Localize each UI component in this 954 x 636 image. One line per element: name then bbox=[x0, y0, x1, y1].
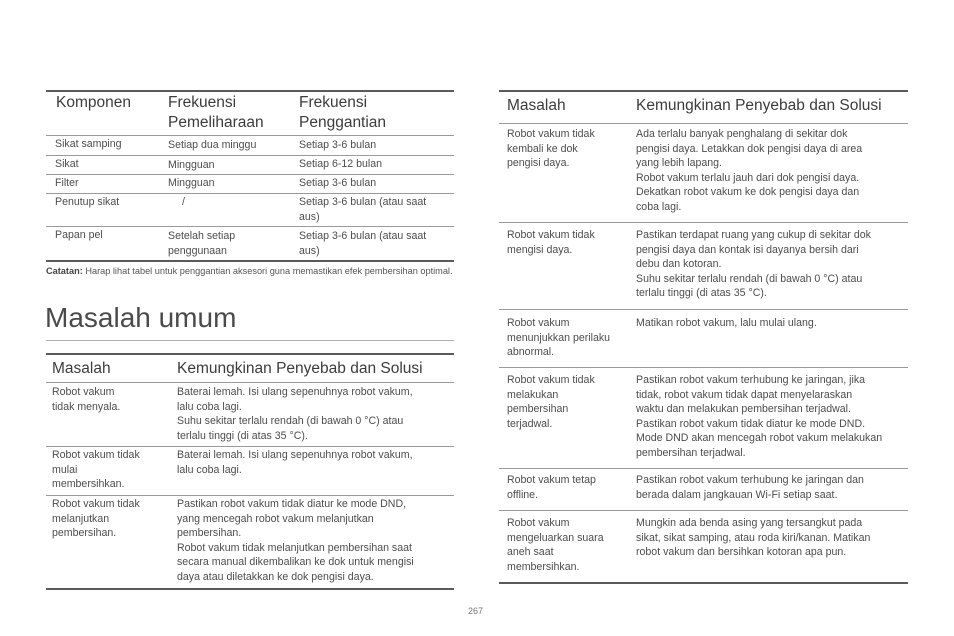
solution-cell: Baterai lemah. Isi ulang sepenuhnya robot vakum, lalu coba lagi. Suhu sekitar terlalu rendah (di bawah 0 °C) atau terlalu tinggi (di atas 35 °C). bbox=[177, 386, 413, 442]
maintenance-cell: Mingguan bbox=[168, 159, 215, 171]
replacement-cell: Setiap 6-12 bulan bbox=[299, 158, 383, 170]
row-divider bbox=[499, 222, 908, 223]
solution-cell: Pastikan robot vakum tidak diatur ke mode DND, yang mencegah robot vakum melanjutkan pembersihan. Robot vakum tidak melanjutkan pembersihan saat secara manual dikembalikan ke dok untuk mengisi daya atau diletakkan ke dok pengisi daya. bbox=[177, 498, 414, 583]
problem-cell: Robot vakum tidak mulai membersihkan. bbox=[52, 449, 140, 491]
table-note bbox=[46, 265, 456, 278]
solution-cell: Pastikan terdapat ruang yang cukup di sekitar dok pengisi daya dan kontak isi dayanya bersih dari debu dan kotoran. Suhu sekitar terlalu rendah (di bawah 0 °C) atau terlalu tinggi (di atas 35 °C). bbox=[636, 229, 871, 300]
table-bottom-rule bbox=[499, 582, 908, 584]
section-title: Masalah umum bbox=[45, 302, 237, 333]
problem-cell: Robot vakum mengeluarkan suara aneh saat membersihkan. bbox=[507, 517, 604, 573]
header-problem: Masalah bbox=[52, 360, 111, 377]
replacement-cell: Setiap 3-6 bulan bbox=[299, 139, 377, 151]
row-divider bbox=[499, 309, 908, 310]
header-solution: Kemungkinan Penyebab dan Solusi bbox=[636, 97, 882, 114]
table-bottom-rule bbox=[46, 260, 454, 262]
row-divider bbox=[46, 193, 454, 194]
header-rule bbox=[46, 382, 454, 383]
row-divider bbox=[499, 510, 908, 511]
maintenance-cell: Setelah setiap penggunaan bbox=[168, 230, 236, 257]
title-rule bbox=[46, 340, 454, 341]
table-top-rule bbox=[499, 90, 908, 92]
row-divider bbox=[46, 174, 454, 175]
note-label: Catatan: bbox=[46, 266, 83, 276]
replacement-cell: Setiap 3-6 bulan bbox=[299, 177, 377, 189]
row-divider bbox=[499, 367, 908, 368]
replacement-cell: Setiap 3-6 bulan (atau saat aus) bbox=[299, 230, 427, 257]
row-divider bbox=[499, 468, 908, 469]
solution-cell: Baterai lemah. Isi ulang sepenuhnya robot vakum, lalu coba lagi. bbox=[177, 449, 413, 476]
component-cell: Sikat bbox=[55, 158, 79, 170]
problem-cell: Robot vakum tidak kembali ke dok pengisi daya. bbox=[507, 128, 595, 170]
table-bottom-rule bbox=[46, 588, 454, 590]
header-rule bbox=[499, 123, 908, 124]
problem-cell: Robot vakum tidak menyala. bbox=[52, 386, 121, 413]
table-top-rule bbox=[46, 90, 454, 92]
maintenance-cell: / bbox=[182, 196, 185, 208]
page-number: 267 bbox=[468, 606, 484, 616]
row-divider bbox=[46, 495, 454, 496]
maintenance-cell: Setiap dua minggu bbox=[168, 139, 257, 151]
solution-cell: Pastikan robot vakum terhubung ke jaringan dan berada dalam jangkauan Wi-Fi setiap saat. bbox=[636, 474, 864, 501]
component-cell: Sikat samping bbox=[55, 138, 122, 150]
row-divider bbox=[46, 446, 454, 447]
table-top-rule bbox=[46, 353, 454, 355]
problem-cell: Robot vakum tidak melakukan pembersihan terjadwal. bbox=[507, 374, 595, 430]
header-rule bbox=[46, 135, 454, 136]
solution-cell: Pastikan robot vakum terhubung ke jaringan, jika tidak, robot vakum tidak dapat menyelaraskan waktu dan melakukan pembersihan terjadwal. Pastikan robot vakum tidak diatur ke mode DND. Mode DND akan mencegah robot vakum melakukan pembersihan terjadwal. bbox=[636, 374, 883, 459]
problem-cell: Robot vakum tidak melanjutkan pembersihan. bbox=[52, 498, 140, 540]
header-maintenance-frequency: Frekuensi Pemeliharaan bbox=[168, 94, 264, 131]
problem-cell: Robot vakum tidak mengisi daya. bbox=[507, 229, 595, 256]
header-component: Komponen bbox=[56, 94, 131, 111]
component-cell: Penutup sikat bbox=[55, 196, 120, 208]
replacement-cell: Setiap 3-6 bulan (atau saat aus) bbox=[299, 196, 427, 223]
maintenance-cell: Mingguan bbox=[168, 177, 215, 189]
component-cell: Papan pel bbox=[55, 229, 103, 241]
row-divider bbox=[46, 155, 454, 156]
header-problem: Masalah bbox=[507, 97, 566, 114]
solution-cell: Matikan robot vakum, lalu mulai ulang. bbox=[636, 317, 817, 329]
header-replacement-frequency: Frekuensi Penggantian bbox=[299, 94, 387, 131]
component-cell: Filter bbox=[55, 177, 79, 189]
problem-cell: Robot vakum tetap offline. bbox=[507, 474, 596, 501]
solution-cell: Mungkin ada benda asing yang tersangkut pada sikat, sikat samping, atau roda kiri/kanan. Matikan robot vakum dan bersihkan kotoran apa pun. bbox=[636, 517, 871, 559]
header-solution: Kemungkinan Penyebab dan Solusi bbox=[177, 360, 423, 377]
solution-cell: Ada terlalu banyak penghalang di sekitar dok pengisi daya. Letakkan dok pengisi daya di area yang lebih lapang. Robot vakum terlalu jauh dari dok pengisi daya. Dekatkan robot vakum ke dok pengisi daya dan coba lagi. bbox=[636, 128, 863, 213]
row-divider bbox=[46, 226, 454, 227]
problem-cell: Robot vakum menunjukkan perilaku abnormal. bbox=[507, 317, 611, 359]
note-text: Harap lihat tabel untuk penggantian aksesori guna memastikan efek pembersihan optimal. bbox=[82, 266, 453, 276]
